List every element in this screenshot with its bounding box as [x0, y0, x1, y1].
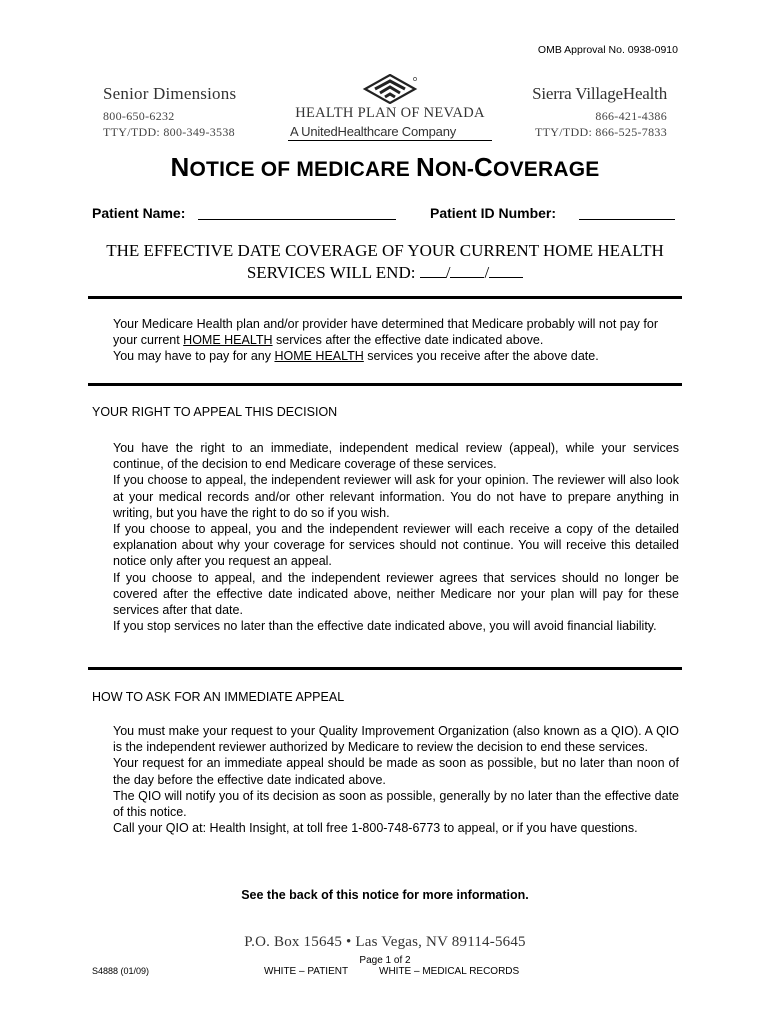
page-title: NOTICE OF MEDICARE NON-COVERAGE: [170, 152, 600, 182]
how-to-appeal-paragraph: You must make your request to your Quality Improvement Organization (also known as a QIO). A QIO is the independent reviewer authorized by Medicare to review the decision to end these services.: [113, 724, 679, 755]
patient-name-label: Patient Name:: [92, 205, 186, 221]
patient-id-label: Patient ID Number:: [430, 205, 557, 221]
how-to-appeal-paragraph: The QIO will notify you of its decision as soon as possible, generally by no later than the effective date of this notice.: [113, 788, 679, 820]
how-to-appeal-paragraph: Your request for an immediate appeal should be made as soon as possible, but no later than noon of the day before the effective date indicated above.: [113, 756, 679, 787]
appeal-rights-paragraph: If you choose to appeal, you and the independent reviewer will each receive a copy of the detailed explanation about why your coverage for services should not continue. You will receive this detailed notice only after you request an appeal.: [113, 522, 679, 569]
mailing-address: P.O. Box 15645 • Las Vegas, NV 89114-5645: [244, 934, 526, 950]
copy-distribution-medical-records: WHITE – MEDICAL RECORDS: [379, 966, 520, 977]
senior-dimensions-header: [103, 84, 236, 140]
appeal-rights-paragraph: If you choose to appeal, and the independent reviewer agrees that services should no longer be covered after the effective date indicated above, neither Medicare nor your plan will pay for these services after that date.: [113, 570, 679, 618]
health-plan-header: [270, 74, 510, 141]
copy-distribution-patient: WHITE – PATIENT: [264, 966, 349, 977]
back-of-notice-note: See the back of this notice for more information.: [241, 888, 529, 902]
appeal-rights-paragraph: If you choose to appeal, the independent reviewer will ask for your opinion. The reviewer will also look at your medical records and/or other relevant information. You do not have to prepare anything in writing, but you have the right to do so if you wish.: [113, 473, 679, 520]
end-year-field[interactable]: [489, 263, 523, 278]
effective-date-line1: THE EFFECTIVE DATE COVERAGE OF YOUR CURRENT HOME HEALTH: [106, 241, 664, 260]
senior-dimensions-phone: 800-650-6232: [103, 109, 175, 123]
effective-date-statement: [60, 240, 710, 284]
intro-paragraph-2: You may have to pay for any HOME HEALTH services you receive after the above date.: [113, 349, 599, 364]
sierra-villagehealth-tty: TTY/TDD: 866-525-7833: [535, 125, 667, 139]
how-to-appeal-paragraph: Call your QIO at: Health Insight, at toll free 1-800-748-6773 to appeal, or if you have questions.: [113, 821, 638, 836]
page-number: Page 1 of 2: [359, 955, 411, 966]
sierra-villagehealth-phone: 866-421-4386: [595, 109, 667, 123]
divider: [88, 667, 682, 670]
health-plan-logo-icon: [362, 74, 418, 104]
health-plan-name: HEALTH PLAN OF NEVADA: [295, 105, 485, 121]
senior-dimensions-tty: TTY/TDD: 800-349-3538: [103, 125, 235, 139]
how-to-appeal-body: [113, 723, 679, 836]
appeal-rights-paragraph: You have the right to an immediate, independent medical review (appeal), while your services continue, of the decision to end Medicare coverage of these services.: [113, 441, 679, 472]
patient-id-field[interactable]: [579, 219, 675, 220]
intro-paragraph-1: Your Medicare Health plan and/or provider have determined that Medicare probably will not pay for your current HOME HEALTH services after the effective date indicated above.: [113, 317, 658, 348]
intro-text: [113, 316, 679, 365]
appeal-rights-heading: YOUR RIGHT TO APPEAL THIS DECISION: [92, 405, 338, 419]
sierra-villagehealth-name: Sierra VillageHealth: [532, 84, 667, 103]
sierra-villagehealth-header: [532, 84, 667, 140]
end-day-field[interactable]: [450, 263, 484, 278]
senior-dimensions-name: Senior Dimensions: [103, 84, 237, 103]
divider: [88, 296, 682, 299]
end-month-field[interactable]: [420, 263, 446, 278]
form-id: S4888 (01/09): [92, 966, 150, 976]
patient-name-field[interactable]: [198, 219, 396, 220]
effective-date-line2: SERVICES WILL END: / /: [60, 262, 710, 284]
health-plan-tagline: A UnitedHealthcare Company: [288, 124, 492, 141]
how-to-appeal-heading: HOW TO ASK FOR AN IMMEDIATE APPEAL: [92, 690, 345, 704]
appeal-rights-paragraph: If you stop services no later than the effective date indicated above, you will avoid financial liability.: [113, 619, 657, 634]
divider: [88, 383, 682, 386]
appeal-rights-body: [113, 440, 679, 634]
omb-approval-number: OMB Approval No. 0938-0910: [537, 44, 678, 56]
